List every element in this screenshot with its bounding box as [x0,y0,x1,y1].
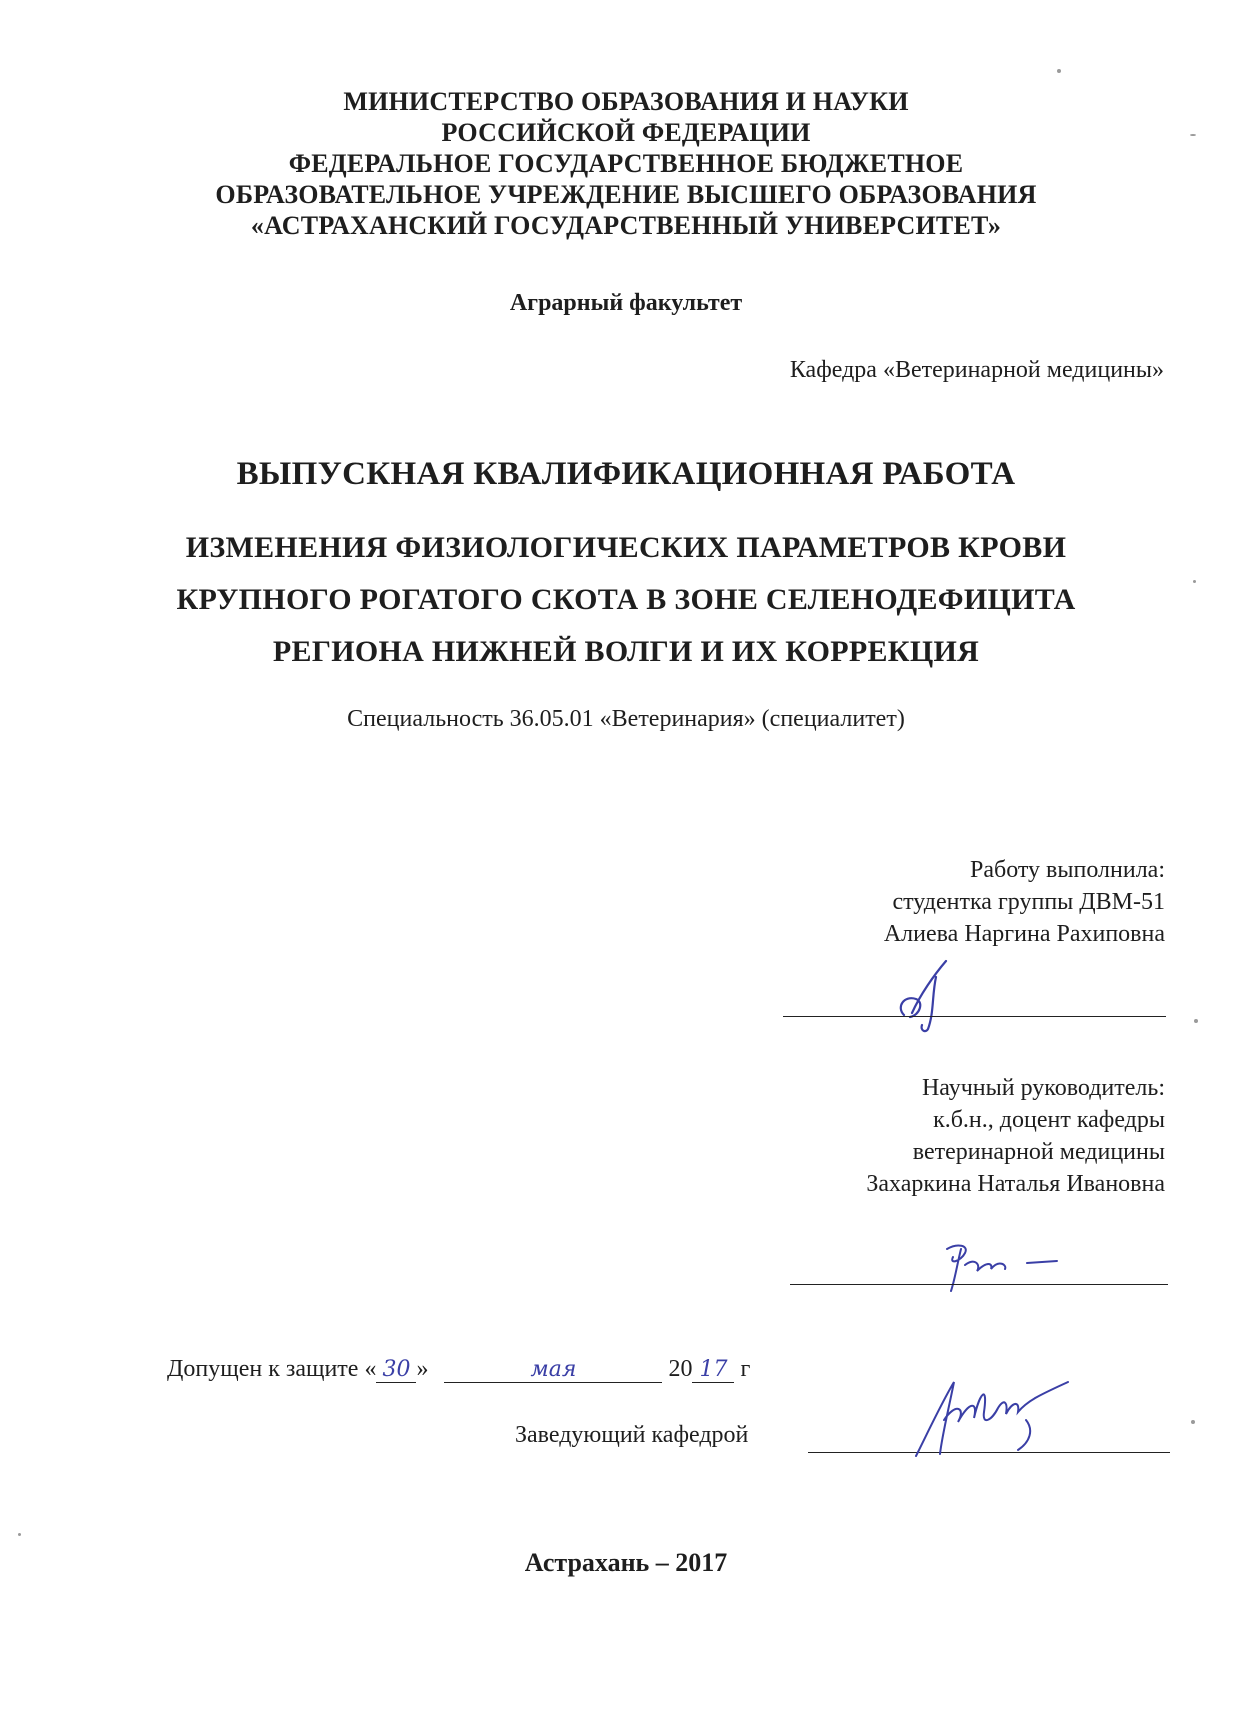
author-name: Алиева Наргина Рахиповна [883,921,1165,947]
supervisor-signature-line [790,1284,1168,1285]
head-of-department-row [515,1422,748,1449]
defense-year-prefix: 20 [668,1356,693,1382]
topic-line-2: КРУПНОГО РОГАТОГО СКОТА В ЗОНЕ СЕЛЕНОДЕФИЦИТА [176,583,1076,616]
ministry-line-3: ФЕДЕРАЛЬНОЕ ГОСУДАРСТВЕННОЕ БЮДЖЕТНОЕ [288,149,964,178]
defense-year-blank [692,1356,734,1383]
head-signature-icon [908,1372,1088,1462]
ministry-header [0,86,1252,241]
author-label: Работу выполнила: [969,857,1165,883]
supervisor-block [866,1072,1165,1200]
supervisor-signature-icon [935,1235,1075,1295]
supervisor-label: Научный руководитель: [921,1075,1165,1101]
author-group: студентка группы ДВМ-51 [892,889,1165,915]
supervisor-position: к.б.н., доцент кафедры [933,1107,1165,1133]
ministry-line-5: «АСТРАХАНСКИЙ ГОСУДАРСТВЕННЫЙ УНИВЕРСИТЕТ» [250,211,1002,240]
scan-speck [1191,1420,1195,1424]
scan-speck [18,1533,21,1536]
head-of-department-label: Заведующий кафедрой [515,1422,749,1448]
topic-line-1: ИЗМЕНЕНИЯ ФИЗИОЛОГИЧЕСКИХ ПАРАМЕТРОВ КРОВИ [185,531,1067,564]
city-year: Астрахань – 2017 [524,1548,728,1577]
defense-year-unit: г [740,1356,751,1382]
work-type-title: ВЫПУСКНАЯ КВАЛИФИКАЦИОННАЯ РАБОТА [236,456,1016,492]
defense-month: мая [530,1357,577,1382]
defense-day: 30 [382,1357,411,1382]
author-signature-line [783,1016,1166,1017]
scan-speck [1194,1019,1198,1023]
department-name: Кафедра «Ветеринарной медицины» [789,357,1164,383]
topic-line-3: РЕГИОНА НИЖНЕЙ ВОЛГИ И ИХ КОРРЕКЦИЯ [272,635,980,668]
defense-year-suffix: 17 [699,1357,728,1382]
author-block [884,854,1165,950]
scan-speck [1190,134,1196,136]
supervisor-name: Захаркина Наталья Ивановна [866,1171,1165,1197]
ministry-line-1: МИНИСТЕРСТВО ОБРАЗОВАНИЯ И НАУКИ [343,87,909,116]
speciality-line: Специальность 36.05.01 «Ветеринария» (специалитет) [347,706,905,732]
ministry-line-4: ОБРАЗОВАТЕЛЬНОЕ УЧРЕЖДЕНИЕ ВЫСШЕГО ОБРАЗОВАНИЯ [215,180,1037,209]
defense-admission-row [167,1356,750,1383]
defense-quote-close: » [416,1356,429,1382]
scan-speck [1057,69,1061,73]
defense-month-blank [444,1356,662,1383]
author-signature-icon [890,955,990,1035]
faculty-name: Аграрный факультет [509,290,743,316]
supervisor-department: ветеринарной медицины [912,1139,1165,1165]
defense-prefix: Допущен к защите « [167,1356,377,1382]
defense-day-blank [376,1356,416,1383]
topic-title [0,522,1252,678]
scan-speck [1193,580,1196,583]
ministry-line-2: РОССИЙСКОЙ ФЕДЕРАЦИИ [441,118,811,147]
